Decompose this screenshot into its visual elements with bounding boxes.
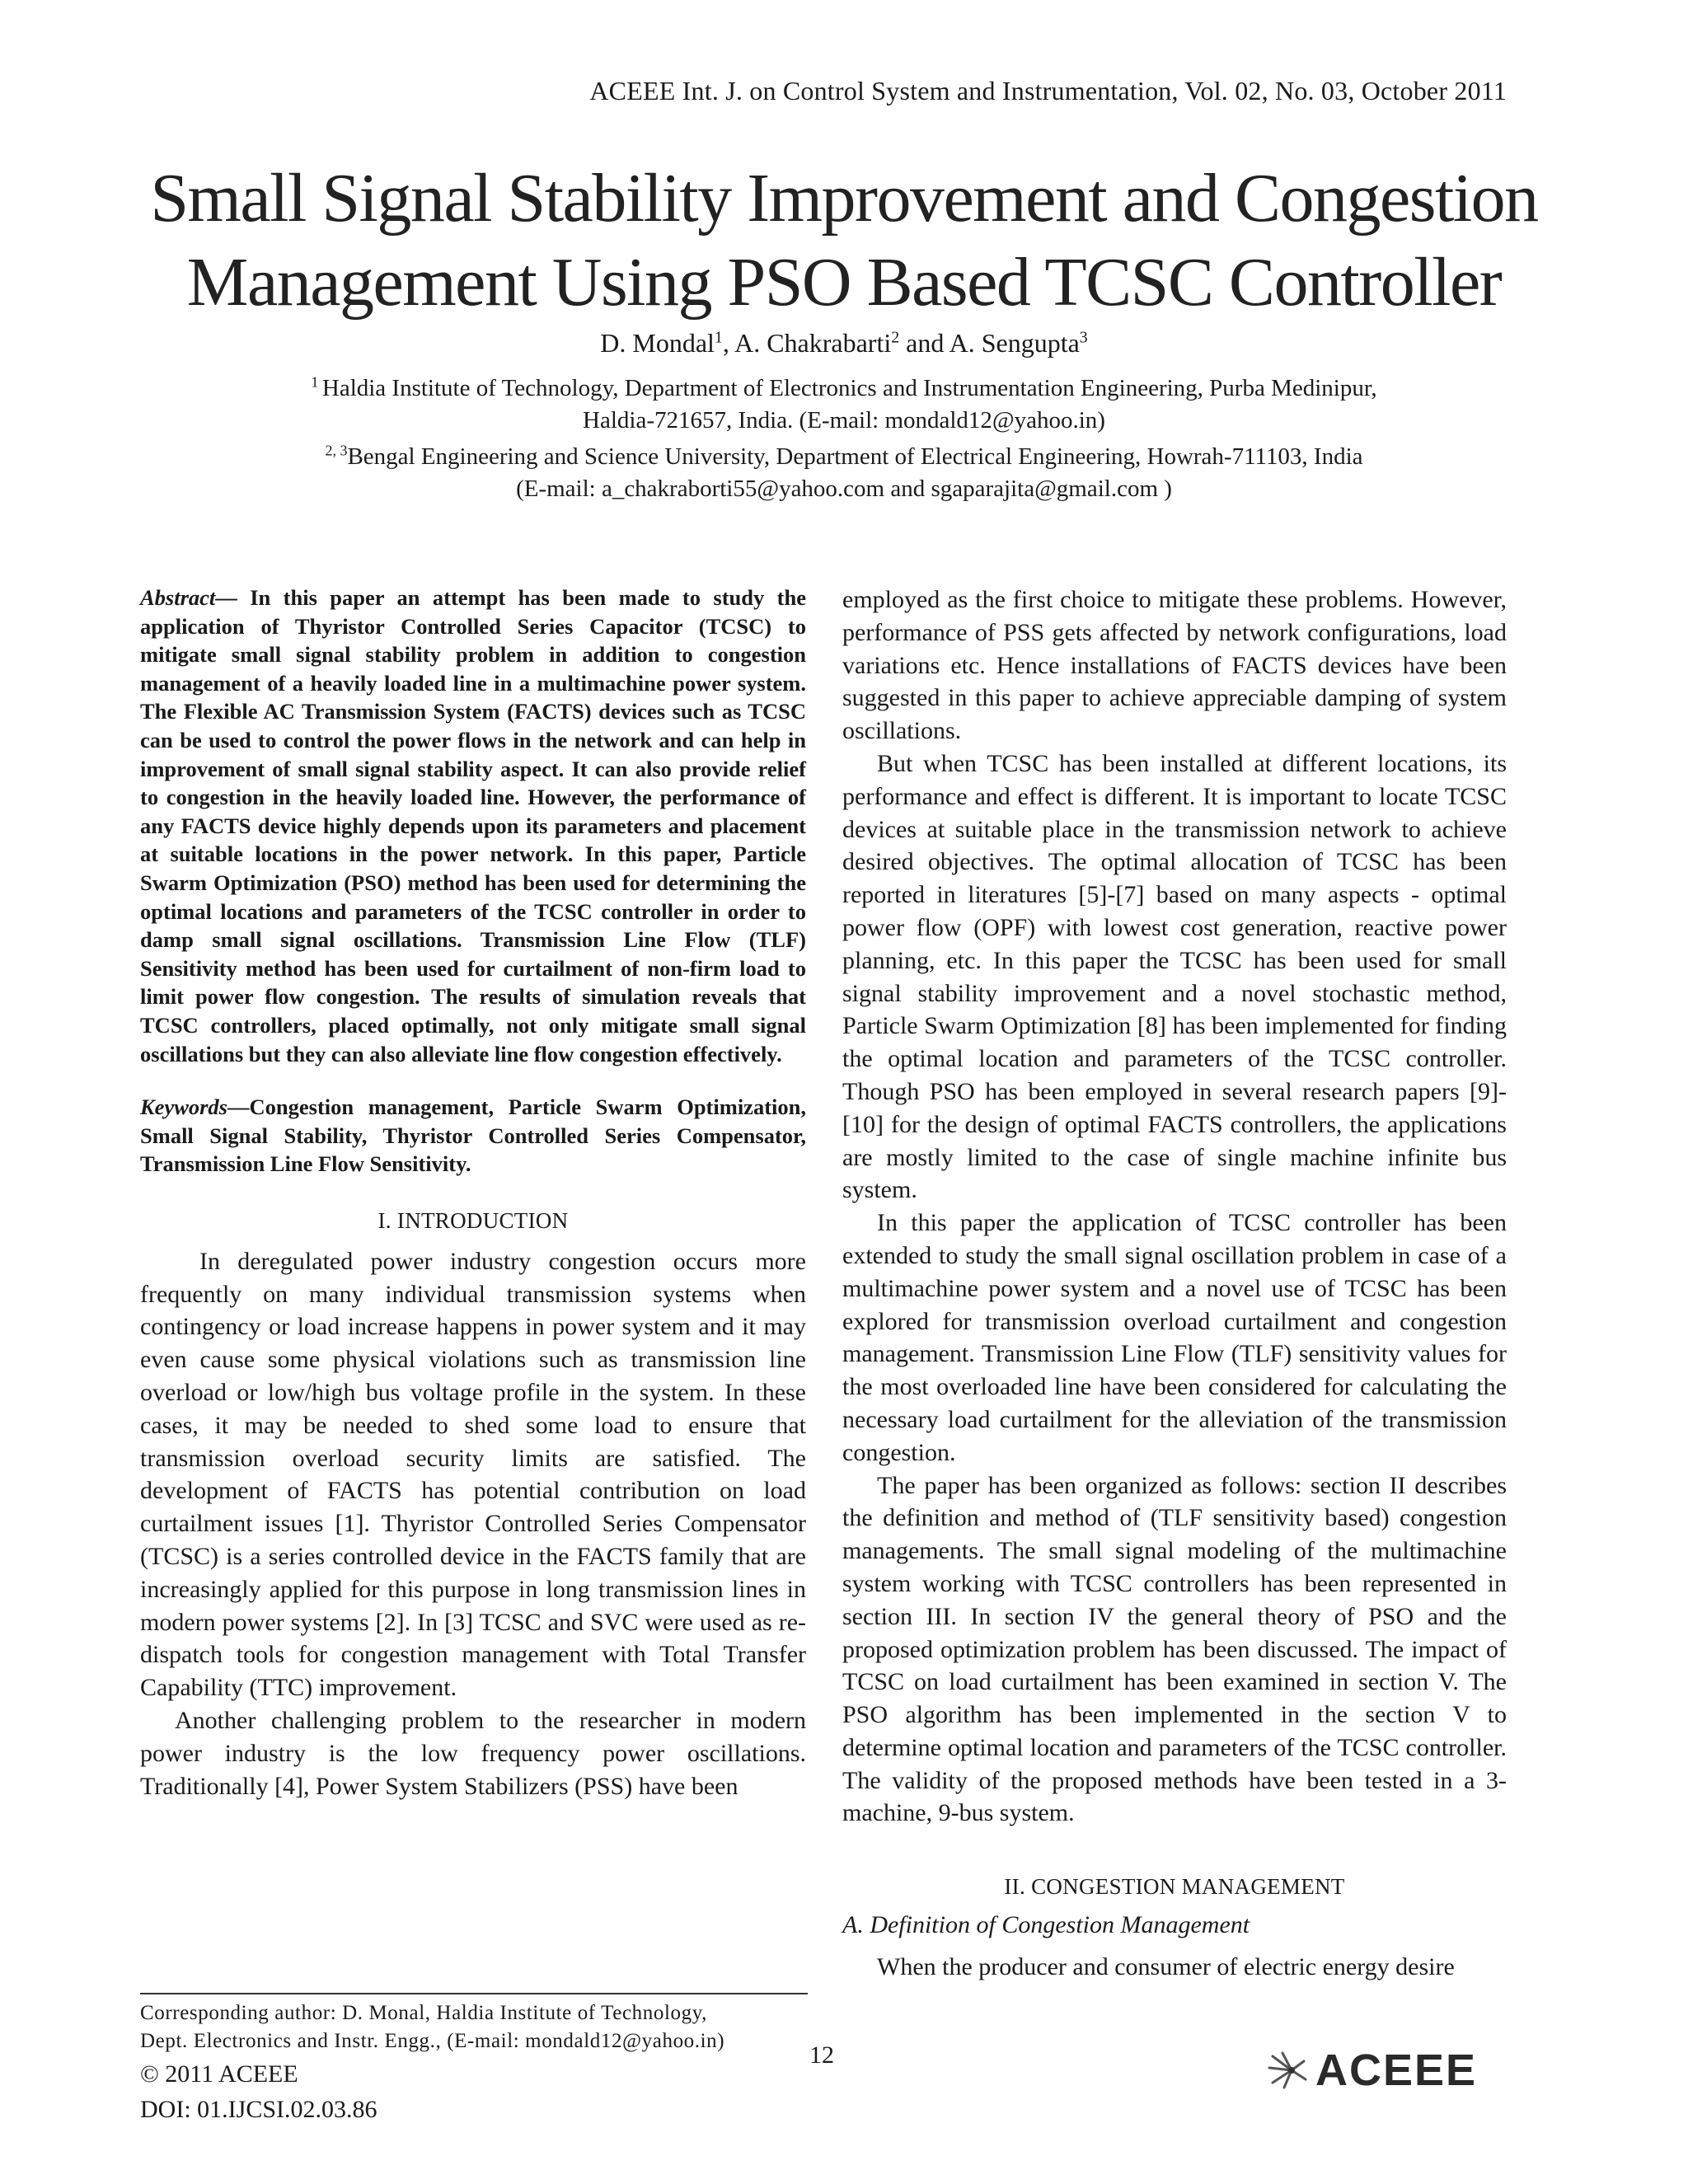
keywords — [140, 1093, 806, 1179]
abstract — [140, 583, 806, 1068]
footnote-line-1: Corresponding author: D. Monal, Haldia Institute of Technology, — [140, 2002, 708, 2024]
author-1-sup: 1 — [714, 328, 723, 347]
author-list — [0, 328, 1688, 359]
right-column — [842, 583, 1507, 1984]
publisher-logo — [1264, 2046, 1512, 2095]
affiliation-2 — [107, 441, 1581, 505]
paragraph: In deregulated power industry congestion occurs more frequently on many individual transmission systems when contingency or load increase happens in power system and it may even cause some physical violations such as transmission line overload or low/high bus voltage profile in the system. In these cases, it may be needed to shed some load to ensure that transmission overload security limits are satisfied. The development of FACTS has potential contribution on load curtailment issues [1]. Thyristor Controlled Series Compensator (TCSC) is a series controlled device in the FACTS family that are increasingly applied for this purpose in long transmission lines in modern power systems [2]. In [3] TCSC and SVC were used as re-dispatch tools for congestion management with Total Transfer Capability (TTC) improvement. — [140, 1247, 806, 1702]
copyright: © 2011 ACEEE — [140, 2060, 298, 2088]
abstract-text: In this paper an attempt has been made to study the application of Thyristor Controlled Series Capacitor (TCSC) to mitigate small signal stability problem in addition to congestion management of a heavily loaded line in a multimachine power system. The Flexible AC Transmission System (FACTS) devices such as TCSC can be used to control the power flows in the network and can help in improvement of small signal stability aspect. It can also provide relief to congestion in the heavily loaded line. However, the performance of any FACTS device highly depends upon its parameters and placement at suitable locations in the power network. In this paper, Particle Swarm Optimization (PSO) method has been used for determining the optimal locations and parameters of the TCSC controller in order to damp small signal oscillations. Transmission Line Flow (TLF) Sensitivity method has been used for curtailment of non-firm load to limit power flow congestion. The results of simulation reveals that TCSC controllers, placed optimally, not only mitigate small signal oscillations but they can also alleviate line flow congestion effectively. — [140, 585, 806, 1066]
keywords-dash: — — [227, 1094, 250, 1120]
author-2: A. Chakrabarti — [734, 328, 892, 358]
paragraph: When the producer and consumer of electric energy desire — [877, 1953, 1455, 1981]
author-3: A. Sengupta — [949, 328, 1080, 358]
affiliation-2-sup: 2, 3 — [325, 442, 348, 459]
affiliation-1-sup: 1 — [311, 373, 322, 391]
footnote-rule — [140, 1993, 808, 1994]
title-line-1: Small Signal Stability Improvement and Congestion — [150, 160, 1538, 237]
copyright-block — [140, 2056, 377, 2127]
page-number: 12 — [809, 2041, 834, 2069]
author-separator: , — [722, 328, 735, 358]
affiliation-1-line-1: Haldia Institute of Technology, Department of Electronics and Instrumentation Engineering, Purba Medinipur, — [321, 375, 1377, 401]
keywords-text: Congestion management, Particle Swarm Optimization, Small Signal Stability, Thyristor Controlled Series Compensator, Transmission Line Flow Sensitivity. — [140, 1094, 806, 1177]
author-3-sup: 3 — [1079, 328, 1088, 347]
title-line-2: Management Using PSO Based TCSC Controller — [186, 244, 1502, 321]
abstract-label: Abstract — [140, 585, 216, 610]
paragraph: employed as the first choice to mitigate these problems. However, performance of PSS gets affected by network configurations, load variations etc. Hence installations of FACTS devices have been suggested in this paper to achieve appreciable damping of system oscillations. — [842, 586, 1507, 745]
affiliation-2-line-2: (E-mail: a_chakraborti55@yahoo.com and sgaparajita@gmail.com ) — [516, 476, 1172, 502]
journal-header: ACEEE Int. J. on Control System and Instrumentation, Vol. 02, No. 03, October 2011 — [589, 76, 1507, 105]
logo-text: ACEEE — [1315, 2046, 1478, 2095]
section-heading-introduction: I. INTRODUCTION — [377, 1207, 569, 1233]
section-heading-congestion-management: II. CONGESTION MANAGEMENT — [1004, 1874, 1345, 1900]
author-separator: and — [899, 328, 950, 358]
abstract-dash: — — [215, 585, 251, 610]
left-column — [140, 583, 806, 1802]
paragraph: The paper has been organized as follows: section II describes the definition and method of (TLF sensitivity based) congestion managements. The small signal modeling of the multimachine system working with TCSC controllers has been represented in section III. In section IV the general theory of PSO and the proposed optimization problem has been discussed. The impact of TCSC on load curtailment has been examined in section V. The PSO algorithm has been implemented in the section V to determine optimal location and parameters of the TCSC controller. The validity of the proposed methods have been tested in a 3-machine, 9-bus system. — [842, 1471, 1507, 1827]
doi: DOI: 01.IJCSI.02.03.86 — [140, 2096, 377, 2123]
author-1: D. Mondal — [600, 328, 715, 358]
starburst-icon — [1264, 2050, 1319, 2091]
paragraph: But when TCSC has been installed at different locations, its performance and effect is different. It is important to locate TCSC devices at suitable place in the transmission network to achieve desired objectives. The optimal allocation of TCSC has been reported in literatures [5]-[7] based on many aspects - optimal power flow (OPF) with lowest cost generation, reactive power planning, etc. In this paper the TCSC has been used for small signal stability improvement and a novel stochastic method, Particle Swarm Optimization [8] has been implemented for finding the optimal location and parameters of the TCSC controller. Though PSO has been employed in several research papers [9]-[10] for the design of optimal FACTS controllers, the applications are mostly limited to the case of single machine infinite bus system. — [842, 749, 1507, 1204]
affiliation-1-line-2: Haldia-721657, India. (E-mail: mondald12@yahoo.in) — [583, 407, 1105, 434]
affiliation-2-line-1: Bengal Engineering and Science University, Department of Electrical Engineering, Howrah-711103, India — [347, 443, 1363, 470]
subsection-heading: A. Definition of Congestion Management — [842, 1911, 1250, 1939]
paper-title — [99, 157, 1589, 325]
author-2-sup: 2 — [891, 328, 900, 347]
affiliation-1 — [107, 373, 1581, 437]
paragraph: In this paper the application of TCSC controller has been extended to study the small signal oscillation problem in case of a multimachine power system and a novel use of TCSC has been explored for transmission overload curtailment and congestion management. Transmission Line Flow (TLF) sensitivity values for the most overloaded line have been considered for calculating the necessary load curtailment for the alleviation of the transmission congestion. — [842, 1209, 1507, 1466]
footnote-line-2: Dept. Electronics and Instr. Engg., (E-mail: mondald12@yahoo.in) — [140, 2030, 725, 2052]
keywords-label: Keywords — [140, 1094, 227, 1120]
footnote — [140, 1993, 808, 2055]
paragraph: Another challenging problem to the researcher in modern power industry is the low frequency power oscillations. Traditionally [4], Power System Stabilizers (PSS) have been — [140, 1707, 806, 1800]
